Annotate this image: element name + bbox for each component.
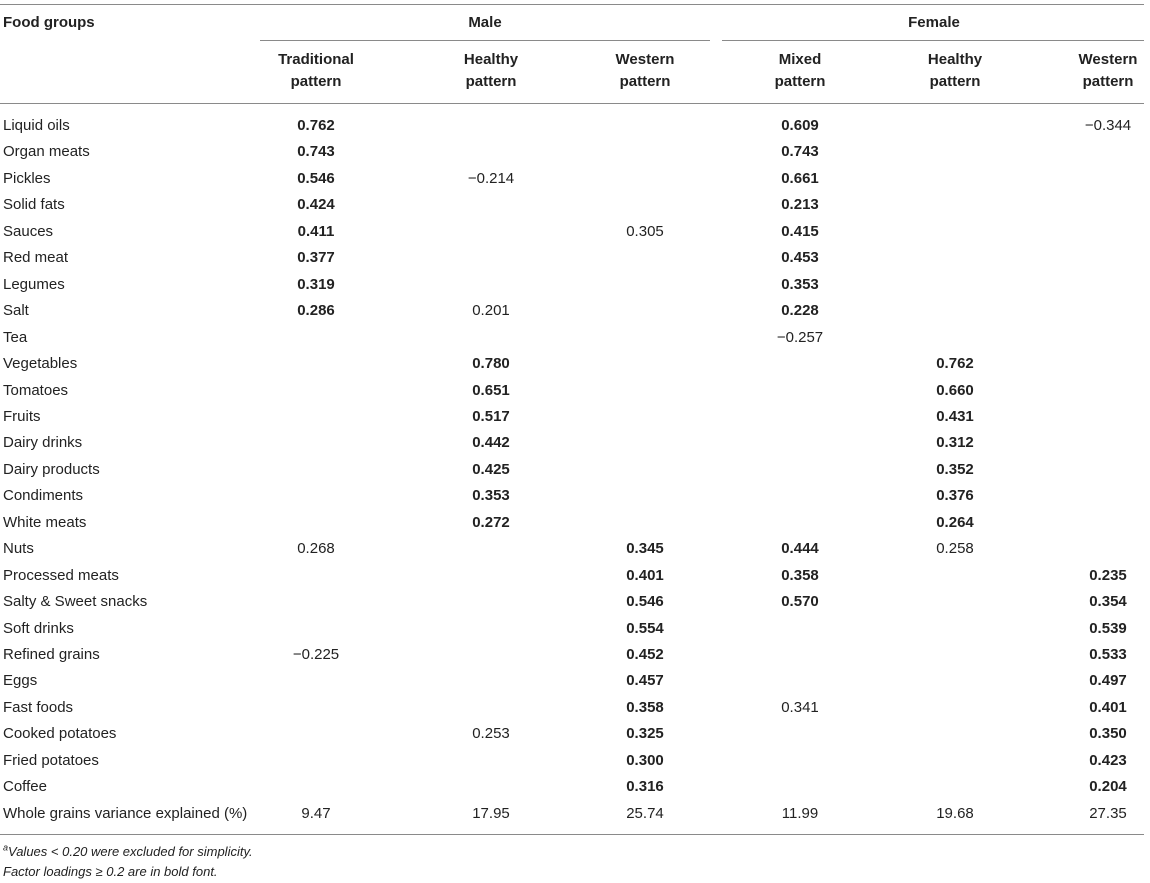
row-label: Dairy products bbox=[3, 461, 100, 478]
male-group-rule bbox=[260, 40, 710, 41]
row-value: 0.319 bbox=[297, 276, 335, 293]
row-label: Tea bbox=[3, 329, 28, 346]
row-value: 0.268 bbox=[297, 540, 335, 557]
row-label: Salty & Sweet snacks bbox=[3, 593, 148, 610]
row-value: 0.444 bbox=[781, 540, 819, 557]
row-value: −0.225 bbox=[292, 646, 340, 663]
row-value: 0.264 bbox=[936, 514, 974, 531]
row-value: 0.401 bbox=[626, 567, 664, 584]
row-value: 0.424 bbox=[297, 196, 335, 213]
row-label: Pickles bbox=[3, 170, 51, 187]
row-value: 0.325 bbox=[626, 725, 664, 742]
row-label: Dairy drinks bbox=[3, 434, 83, 451]
row-value: 0.253 bbox=[472, 725, 510, 742]
footnote-a-marker: a bbox=[3, 842, 9, 853]
row-label: Nuts bbox=[3, 540, 34, 557]
column-header-0-line-0: Traditional bbox=[278, 51, 354, 68]
row-value: 0.660 bbox=[936, 382, 974, 399]
row-label: Refined grains bbox=[3, 646, 100, 663]
row-value: 0.546 bbox=[297, 170, 335, 187]
row-value: 0.609 bbox=[781, 117, 819, 134]
row-label: Eggs bbox=[3, 672, 38, 689]
column-header-5-line-0: Western bbox=[1078, 51, 1138, 68]
column-header-2-line-1: pattern bbox=[619, 73, 671, 90]
row-label: Salt bbox=[3, 302, 29, 319]
row-value: 19.68 bbox=[936, 805, 974, 822]
header-male: Male bbox=[468, 14, 502, 31]
row-value: 0.201 bbox=[472, 302, 510, 319]
column-header-3-line-0: Mixed bbox=[778, 51, 822, 68]
row-label: Tomatoes bbox=[3, 382, 69, 399]
column-header-1-line-1: pattern bbox=[465, 73, 517, 90]
row-label: Vegetables bbox=[3, 355, 78, 372]
column-header-1-line-0: Healthy bbox=[463, 51, 519, 68]
row-label: Fast foods bbox=[3, 699, 74, 716]
row-value: 0.780 bbox=[472, 355, 510, 372]
column-header-2-line-0: Western bbox=[615, 51, 675, 68]
row-value: 0.431 bbox=[936, 408, 974, 425]
row-value: 11.99 bbox=[781, 805, 819, 822]
row-value: 0.316 bbox=[626, 778, 664, 795]
row-value: 0.358 bbox=[626, 699, 664, 716]
row-value: 0.376 bbox=[936, 487, 974, 504]
row-value: 0.762 bbox=[936, 355, 974, 372]
row-value: 0.401 bbox=[1089, 699, 1127, 716]
row-value: 0.546 bbox=[626, 593, 664, 610]
header-female: Female bbox=[908, 14, 960, 31]
row-value: −0.214 bbox=[467, 170, 515, 187]
row-value: 0.411 bbox=[297, 223, 335, 240]
row-value: 0.423 bbox=[1089, 752, 1127, 769]
row-value: 0.341 bbox=[781, 699, 819, 716]
row-value: 0.358 bbox=[781, 567, 819, 584]
row-label: Coffee bbox=[3, 778, 47, 795]
column-header-0-line-1: pattern bbox=[290, 73, 342, 90]
row-label: Whole grains variance explained (%) bbox=[3, 805, 248, 822]
header-rule bbox=[0, 103, 1144, 104]
row-value: 0.570 bbox=[781, 593, 819, 610]
row-label: Soft drinks bbox=[3, 620, 74, 637]
row-value: 0.497 bbox=[1089, 672, 1127, 689]
row-value: 0.350 bbox=[1089, 725, 1127, 742]
row-label: Organ meats bbox=[3, 143, 90, 160]
row-value: 0.762 bbox=[297, 117, 335, 134]
row-value: 25.74 bbox=[626, 805, 664, 822]
row-value: 0.213 bbox=[781, 196, 819, 213]
row-value: 0.517 bbox=[472, 408, 510, 425]
row-label: Sauces bbox=[3, 223, 54, 240]
row-label: Red meat bbox=[3, 249, 69, 266]
row-value: 0.286 bbox=[297, 302, 335, 319]
row-label: Condiments bbox=[3, 487, 84, 504]
row-value: 0.228 bbox=[781, 302, 819, 319]
column-header-4-line-1: pattern bbox=[929, 73, 981, 90]
row-value: −0.344 bbox=[1084, 117, 1132, 134]
bottom-rule bbox=[0, 834, 1144, 835]
row-value: 0.235 bbox=[1089, 567, 1127, 584]
row-label: Fruits bbox=[3, 408, 41, 425]
row-value: 0.651 bbox=[472, 382, 510, 399]
row-value: 0.377 bbox=[297, 249, 335, 266]
row-value: 9.47 bbox=[301, 805, 331, 822]
row-value: 27.35 bbox=[1089, 805, 1127, 822]
row-value: 0.661 bbox=[781, 170, 819, 187]
row-value: 0.452 bbox=[626, 646, 664, 663]
row-label: Processed meats bbox=[3, 567, 119, 584]
column-header-3-line-1: pattern bbox=[774, 73, 826, 90]
row-value: 0.743 bbox=[781, 143, 819, 160]
row-value: 0.442 bbox=[472, 434, 510, 451]
row-value: 0.354 bbox=[1089, 593, 1127, 610]
row-value: 0.352 bbox=[936, 461, 974, 478]
top-rule bbox=[0, 4, 1144, 5]
row-value: 0.415 bbox=[781, 223, 819, 240]
row-value: 0.353 bbox=[781, 276, 819, 293]
row-value: 0.300 bbox=[626, 752, 664, 769]
row-label: Liquid oils bbox=[3, 117, 70, 134]
footnote-a bbox=[3, 844, 253, 860]
row-value: 0.305 bbox=[626, 223, 664, 240]
row-value: 0.258 bbox=[936, 540, 974, 557]
row-value: 0.457 bbox=[626, 672, 664, 689]
row-label: Cooked potatoes bbox=[3, 725, 117, 742]
row-value: 0.345 bbox=[626, 540, 664, 557]
row-value: 0.533 bbox=[1089, 646, 1127, 663]
row-label: White meats bbox=[3, 514, 87, 531]
row-value: 0.453 bbox=[781, 249, 819, 266]
footnote-a-text: Values < 0.20 were excluded for simplicity. bbox=[8, 844, 253, 859]
row-value: 0.554 bbox=[626, 620, 664, 637]
row-value: −0.257 bbox=[776, 329, 824, 346]
row-value: 0.743 bbox=[297, 143, 335, 160]
row-value: 0.272 bbox=[472, 514, 510, 531]
row-label: Legumes bbox=[3, 276, 65, 293]
row-label: Solid fats bbox=[3, 196, 65, 213]
row-value: 0.539 bbox=[1089, 620, 1127, 637]
row-value: 17.95 bbox=[472, 805, 510, 822]
female-group-rule bbox=[722, 40, 1144, 41]
header-food-groups: Food groups bbox=[3, 14, 95, 31]
footnote-b: Factor loadings ≥ 0.2 are in bold font. bbox=[3, 864, 218, 879]
row-value: 0.353 bbox=[472, 487, 510, 504]
row-label: Fried potatoes bbox=[3, 752, 99, 769]
column-header-4-line-0: Healthy bbox=[927, 51, 983, 68]
row-value: 0.425 bbox=[472, 461, 510, 478]
row-value: 0.312 bbox=[936, 434, 974, 451]
row-value: 0.204 bbox=[1089, 778, 1127, 795]
column-header-5-line-1: pattern bbox=[1082, 73, 1134, 90]
